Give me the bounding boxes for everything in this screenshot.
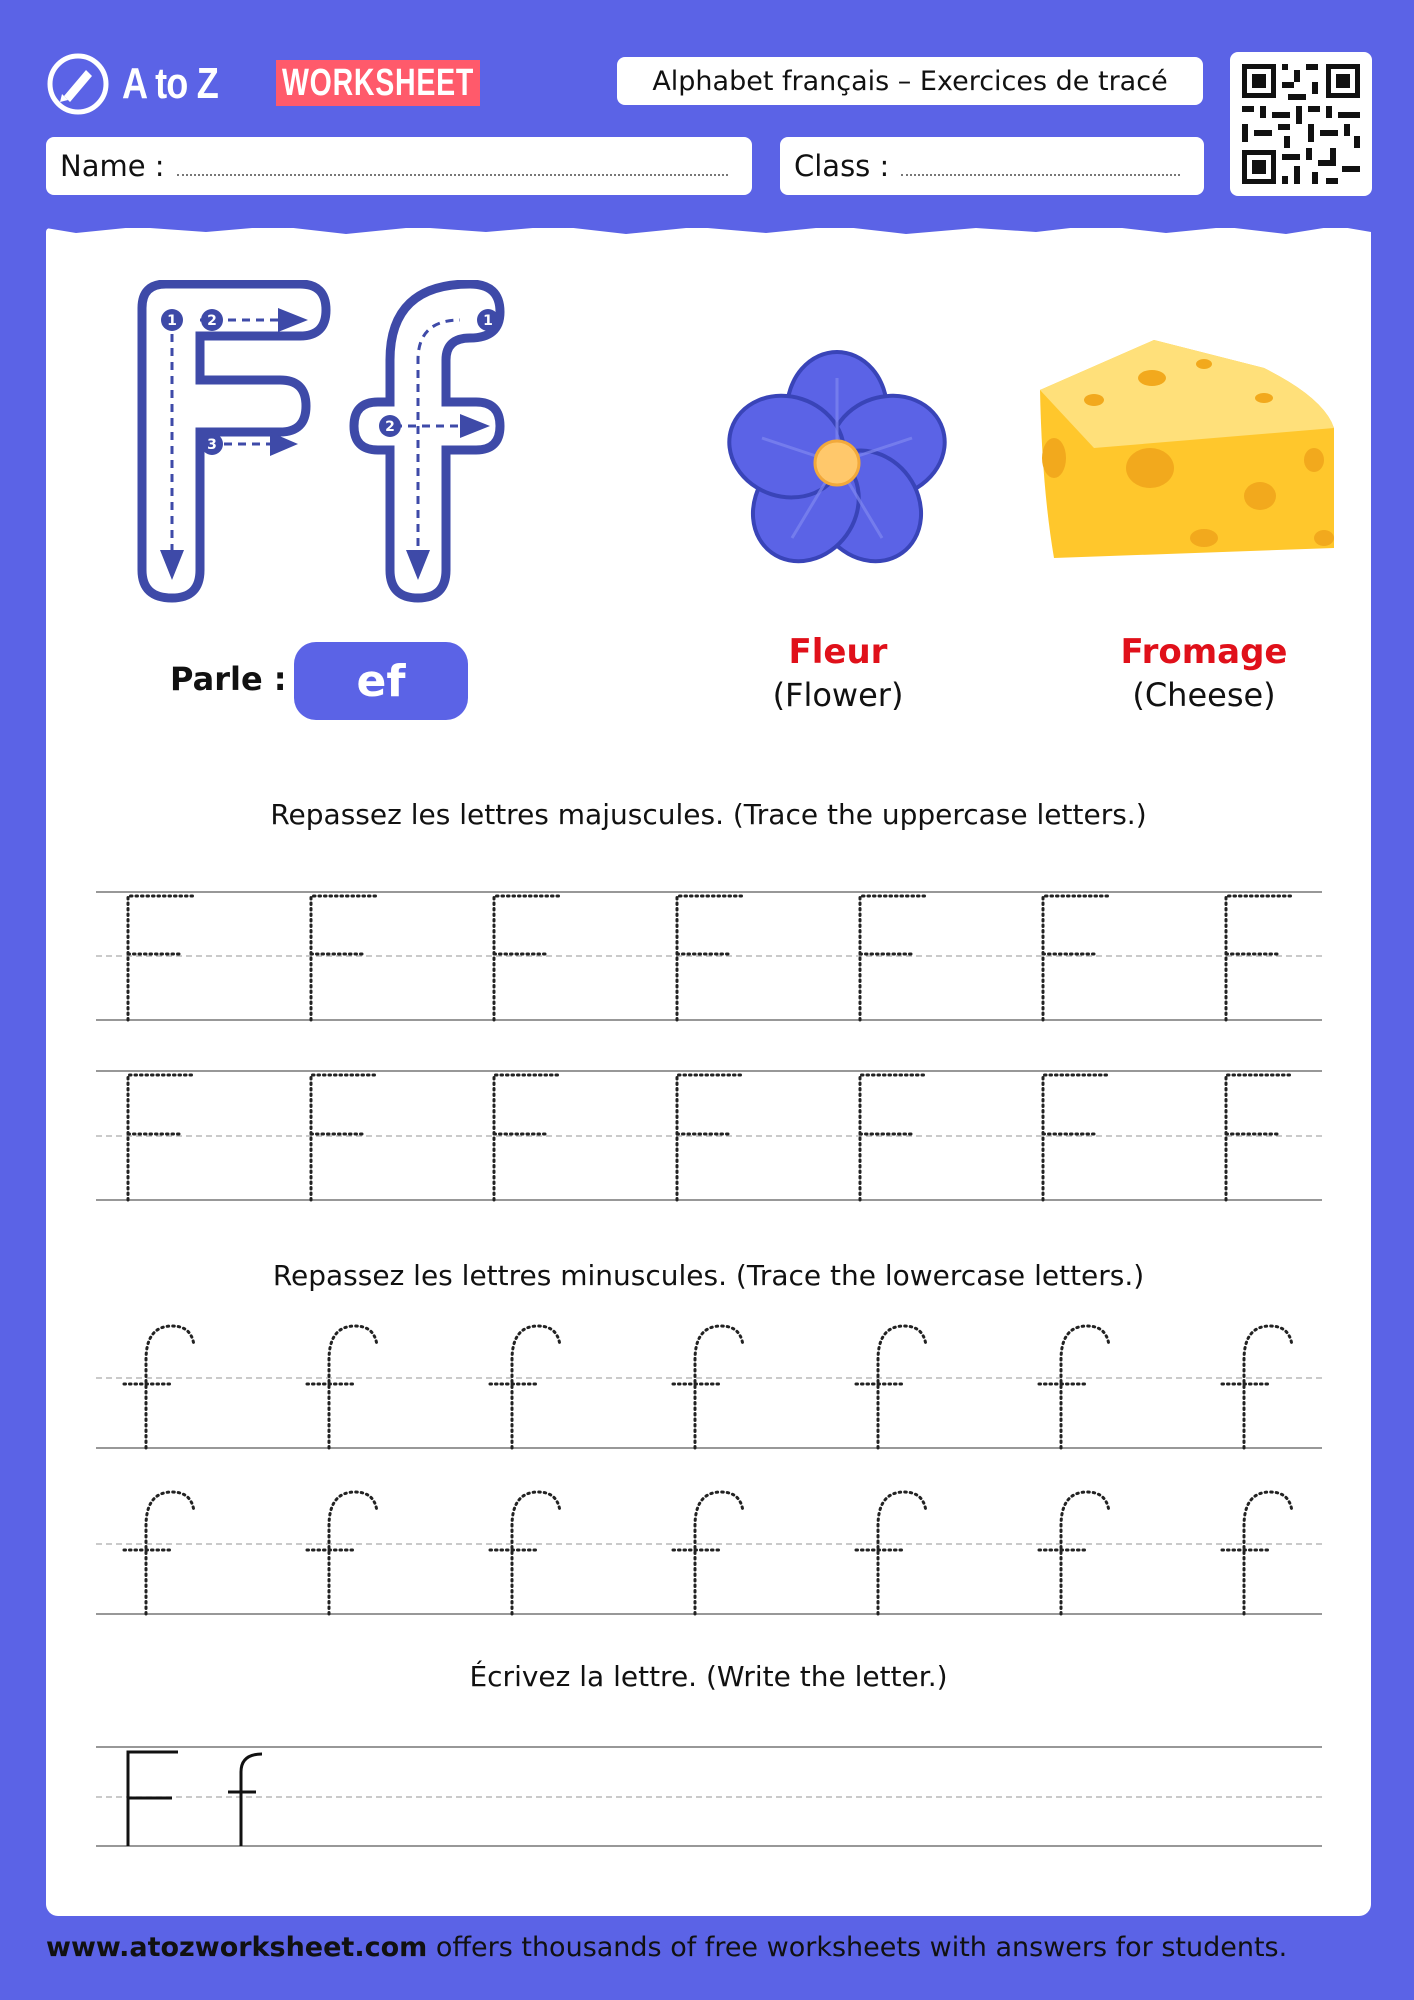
write-instruction: Écrivez la lettre. (Write the letter.)	[469, 1660, 948, 1693]
traceable-letter-F	[128, 896, 194, 1020]
traceable-letter-f	[673, 1326, 743, 1448]
pronunciation-label: Parle :	[170, 660, 287, 698]
lowercase-instruction: Repassez les lettres minuscules. (Trace the lowercase letters.)	[272, 1259, 1145, 1292]
worksheet-title: Alphabet français – Exercices de tracé	[617, 57, 1203, 105]
traceable-letter-f	[124, 1492, 194, 1614]
traceable-letter-F	[494, 1075, 560, 1200]
traceable-letter-F	[677, 896, 743, 1020]
traceable-letter-f	[856, 1492, 926, 1614]
write-letter-area[interactable]	[96, 1747, 1322, 1846]
english-translation: (Cheese)	[1132, 676, 1276, 714]
stroke-number: 2	[385, 419, 395, 435]
stroke-number: 1	[483, 313, 493, 329]
traceable-letter-F	[677, 1075, 743, 1200]
logo-text: A to Z	[122, 59, 218, 108]
french-word: Fromage	[1120, 632, 1288, 672]
traceable-letter-f	[490, 1492, 560, 1614]
traceable-letter-f	[1222, 1326, 1292, 1448]
traceable-letter-F	[1043, 896, 1109, 1020]
traceable-letter-F	[494, 896, 560, 1020]
stroke-number: 3	[207, 437, 217, 453]
traceable-letter-F	[128, 1075, 194, 1200]
traceable-letter-F	[1043, 1075, 1109, 1200]
traceable-letter-F	[1226, 1075, 1292, 1200]
traceable-letter-F	[860, 896, 926, 1020]
traceable-letter-f	[1039, 1492, 1109, 1614]
traceable-letter-f	[490, 1326, 560, 1448]
traceable-letter-F	[311, 1075, 377, 1200]
name-label: Name :	[60, 149, 165, 183]
footer-text	[46, 1932, 1287, 1963]
pronunciation-badge: ef	[294, 642, 468, 720]
class-label: Class :	[794, 149, 890, 183]
uppercase-instruction: Repassez les lettres majuscules. (Trace the uppercase letters.)	[270, 798, 1147, 831]
logo-badge: WORKSHEET	[276, 60, 480, 106]
stroke-number: 1	[167, 313, 177, 329]
footer-description: offers thousands of free worksheets with answers for students.	[427, 1932, 1288, 1963]
traceable-letter-F	[1226, 896, 1292, 1020]
traceable-letter-f	[307, 1326, 377, 1448]
traceable-letter-F	[860, 1075, 926, 1200]
traceable-letter-f	[673, 1492, 743, 1614]
traceable-letter-f	[1222, 1492, 1292, 1614]
traceable-letter-f	[856, 1326, 926, 1448]
traceable-letter-F	[311, 896, 377, 1020]
traceable-letter-f	[307, 1492, 377, 1614]
french-word: Fleur	[788, 632, 888, 672]
english-translation: (Flower)	[772, 676, 904, 714]
stroke-number: 2	[207, 313, 217, 329]
traceable-letter-f	[1039, 1326, 1109, 1448]
footer-site-link[interactable]: www.atozworksheet.com	[46, 1932, 428, 1963]
traceable-letter-f	[124, 1326, 194, 1448]
